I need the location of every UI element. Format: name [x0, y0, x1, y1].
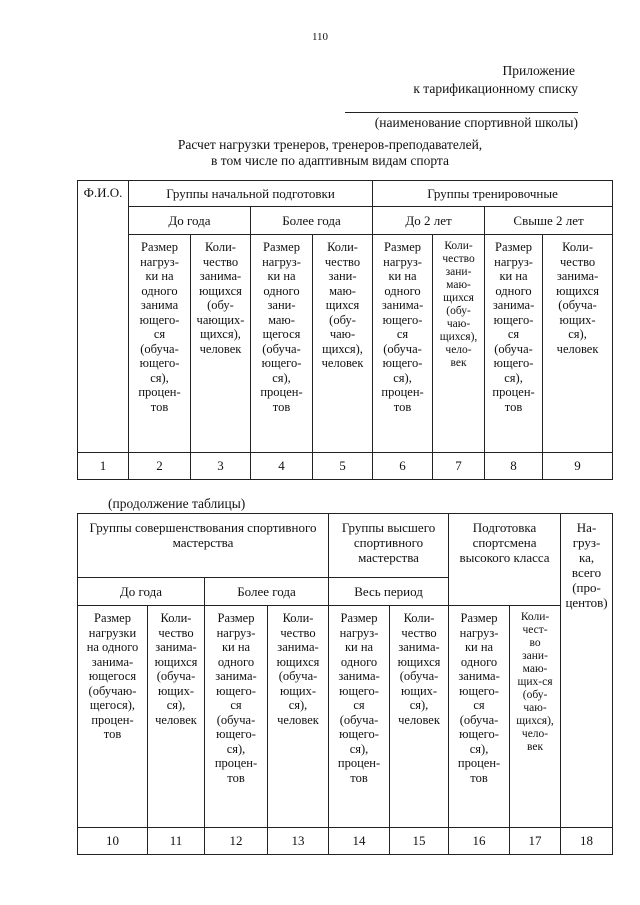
load-column-header [205, 606, 268, 828]
appendix-title: Приложение [502, 63, 575, 78]
cell-line: ся), [504, 370, 523, 385]
cell-line: занима- [215, 669, 257, 683]
load-column-header [78, 606, 148, 828]
cell-line: ющего- [382, 312, 423, 327]
cell-line: ющего- [459, 683, 499, 698]
initial-over-year-header: Более года [251, 207, 373, 235]
cell-line: ся), [288, 698, 308, 712]
cell-line: нагруз- [339, 625, 379, 640]
column-number: 13 [268, 828, 329, 855]
cell-line: занима- [492, 298, 535, 312]
cell-line: тов [350, 770, 368, 785]
cell-line: одного [263, 283, 300, 298]
improve-over-year-header: Более года [205, 578, 329, 606]
cell-line: Размер [217, 611, 255, 625]
cell-line: ющего- [339, 727, 379, 741]
cell-line: чело- [521, 728, 549, 740]
column-number: 2 [129, 453, 191, 480]
cell-line: человек [199, 341, 242, 356]
cell-line: щих-ся [517, 676, 553, 688]
column-number: 10 [78, 828, 148, 855]
cell-line: (обу- [522, 689, 548, 701]
cell-line: чество [324, 254, 361, 269]
cell-line: Размер [94, 611, 131, 625]
initial-up-to-year-header: До года [129, 207, 251, 235]
cell-line: щихся [325, 298, 360, 312]
cell-line: ся), [226, 741, 246, 756]
total-load-header [561, 514, 613, 828]
cell-line: ся), [409, 698, 429, 712]
cell-line: (обуча- [140, 341, 179, 356]
document-title [80, 137, 580, 169]
cell-line: тов [150, 399, 169, 414]
column-number: 11 [148, 828, 205, 855]
school-name-caption: (наименование спортивной школы) [374, 115, 578, 130]
load-column-header [449, 606, 510, 828]
cell-line: Коли- [403, 611, 435, 625]
initial-groups-header: Группы начальной подготовки [129, 181, 373, 207]
training-up-to-2-header: До 2 лет [373, 207, 485, 235]
cell-line: (обуча- [494, 341, 533, 356]
cell-line: зани- [445, 266, 472, 278]
load-table-part-2 [77, 513, 613, 855]
cell-line: чаю- [329, 327, 356, 341]
cell-line: (обуча- [262, 341, 301, 356]
improvement-groups-header: Группы совершенствования спортивного мастерства [78, 514, 329, 578]
cell-line: тов [504, 399, 523, 414]
cell-line: Размер [495, 240, 533, 254]
cell-line: ющего- [261, 356, 302, 370]
cell-line: чество [442, 253, 475, 265]
column-number: 18 [561, 828, 613, 855]
cell-line: занима- [155, 640, 197, 654]
cell-line: процен- [457, 756, 501, 770]
cell-line: ки на [388, 269, 417, 283]
cell-line: ющихся [154, 654, 198, 669]
cell-line: одного [141, 283, 178, 298]
cell-line: тов [103, 727, 122, 741]
cell-line: (обу- [446, 305, 471, 317]
cell-line: чество [401, 625, 437, 640]
cell-line: человек [155, 712, 197, 727]
cell-line: ющих- [559, 312, 596, 327]
cell-line: чаю- [523, 702, 547, 714]
title-line-1: Расчет нагрузки тренеров, тренеров-преподавателей, [177, 137, 483, 152]
cell-line: занима- [277, 640, 319, 654]
cell-line: процен- [260, 385, 303, 399]
cell-line: Коли- [205, 240, 236, 254]
load-column-header [191, 235, 251, 453]
cell-line: человек [398, 712, 440, 727]
cell-line: щегося [262, 327, 301, 341]
cell-line: нагруз- [383, 254, 422, 269]
cell-line: ся), [150, 370, 169, 385]
cell-line: ющего- [139, 356, 180, 370]
cell-line: занима- [338, 669, 380, 683]
cell-line: (обуча- [459, 712, 499, 727]
load-column-header [433, 235, 485, 453]
cell-line: ющего- [382, 356, 423, 370]
cell-line: человек [277, 712, 319, 727]
cell-line: щихся), [516, 715, 554, 727]
cell-line: чество [559, 254, 596, 269]
cell-line: занима- [199, 269, 242, 283]
higher-mastery-groups-header: Группы высшего спортивного мастерства [329, 514, 449, 578]
cell-line: чело- [445, 344, 472, 356]
load-column-header [543, 235, 613, 453]
page-number: 110 [311, 31, 329, 43]
cell-line: зани- [267, 298, 296, 312]
cell-line: Размер [384, 240, 422, 254]
cell-line: ся), [568, 327, 587, 341]
cell-line: ющихся [556, 283, 599, 298]
cell-line: ющих- [400, 683, 438, 698]
cell-line: Коли- [562, 240, 593, 254]
cell-line: век [450, 357, 467, 369]
cell-line: век [527, 741, 544, 753]
cell-line: маю- [329, 283, 356, 298]
school-name-line [345, 112, 578, 113]
cell-line: (обуча- [216, 712, 256, 727]
load-column-header [329, 606, 390, 828]
column-number: 16 [449, 828, 510, 855]
column-number: 15 [390, 828, 449, 855]
cell-line: Коли- [327, 240, 358, 254]
improve-up-to-year-header: До года [78, 578, 205, 606]
cell-line: одного [217, 654, 255, 669]
cell-line: ся), [166, 698, 186, 712]
cell-line: занима- [381, 298, 424, 312]
cell-line: (про- [572, 580, 601, 595]
load-column-header [485, 235, 543, 453]
cell-line: ющих- [279, 683, 317, 698]
cell-line: маю- [522, 663, 548, 675]
cell-line: (обуча- [383, 341, 422, 356]
load-column-header [510, 606, 561, 828]
cell-line: ся [507, 327, 520, 341]
cell-line: одного [340, 654, 378, 669]
cell-line: ющихся [199, 283, 242, 298]
cell-line: Коли- [282, 611, 314, 625]
cell-line: На- [576, 520, 597, 535]
cell-line: ющего- [216, 727, 256, 741]
column-number: 8 [485, 453, 543, 480]
load-column-header [129, 235, 191, 453]
cell-line: (обуча- [156, 669, 196, 683]
cell-line: Коли- [444, 240, 473, 252]
cell-line: (обу- [329, 312, 356, 327]
cell-line: (обуча- [558, 298, 597, 312]
training-groups-header: Группы тренировочные [373, 181, 613, 207]
cell-line: процен- [492, 385, 535, 399]
cell-line: занима- [556, 269, 599, 283]
column-number: 5 [313, 453, 373, 480]
load-column-header [268, 606, 329, 828]
cell-line: занима [140, 298, 179, 312]
cell-line: маю- [446, 279, 471, 291]
cell-line: нагруз- [459, 625, 499, 640]
column-number: 1 [78, 453, 129, 480]
cell-line: зани- [328, 269, 357, 283]
load-column-header [390, 606, 449, 828]
cell-line: человек [556, 341, 599, 356]
cell-line: нагруз- [216, 625, 256, 640]
cell-line: (обуча- [339, 712, 379, 727]
cell-line: нагруз- [140, 254, 179, 269]
load-column-header [373, 235, 433, 453]
cell-line: ся), [393, 370, 412, 385]
cell-line: Коли- [520, 611, 550, 623]
cell-line: ки на [267, 269, 296, 283]
cell-line: (обучаю- [88, 683, 137, 698]
cell-line: ся [396, 327, 409, 341]
cell-line: ющего- [339, 683, 379, 698]
cell-line: чаю- [446, 318, 471, 330]
higher-whole-period-header: Весь период [329, 578, 449, 606]
fio-header: Ф.И.О. [78, 181, 129, 453]
cell-line: щихся), [200, 327, 241, 341]
column-number: 6 [373, 453, 433, 480]
high-class-prep-header: Подготовка спортсмена высокого класса [449, 514, 561, 606]
cell-line: ся), [469, 741, 489, 756]
load-column-header [313, 235, 373, 453]
cell-line: ющего- [459, 727, 499, 741]
cell-line: Коли- [160, 611, 192, 625]
column-number: 12 [205, 828, 268, 855]
cell-line: тов [393, 399, 412, 414]
cell-line: занима- [91, 654, 134, 669]
cell-line: чество [158, 625, 194, 640]
cell-line: ка, [578, 550, 595, 565]
cell-line: щегося), [89, 698, 136, 712]
cell-line: нагруз- [494, 254, 533, 269]
cell-line: одного [495, 283, 532, 298]
cell-line: центов) [565, 595, 608, 610]
continuation-label: (продолжение таблицы) [108, 496, 246, 511]
cell-line: ся [353, 698, 365, 712]
cell-line: ки на [145, 269, 174, 283]
cell-line: (обуча- [278, 669, 318, 683]
load-column-header [148, 606, 205, 828]
cell-line: щихся), [439, 331, 478, 343]
cell-line: всего [571, 565, 602, 580]
column-number: 9 [543, 453, 613, 480]
cell-line: ющего- [139, 312, 180, 327]
cell-line: во [529, 637, 541, 649]
column-number: 17 [510, 828, 561, 855]
cell-line: ся [473, 698, 485, 712]
cell-line: ся [153, 327, 166, 341]
cell-line: ющего- [493, 312, 534, 327]
cell-line: занима- [458, 669, 500, 683]
cell-line: процен- [337, 756, 381, 770]
cell-line: на одного [86, 640, 139, 654]
cell-line: процен- [138, 385, 181, 399]
cell-line: (обу- [207, 298, 234, 312]
column-number: 7 [433, 453, 485, 480]
training-over-2-header: Свыше 2 лет [485, 207, 613, 235]
cell-line: маю- [268, 312, 295, 327]
cell-line: тов [470, 770, 488, 785]
cell-line: ки на [464, 640, 494, 654]
cell-line: (обуча- [399, 669, 439, 683]
cell-line: ющихся [276, 654, 320, 669]
cell-line: Размер [340, 611, 378, 625]
cell-line: Размер [263, 240, 300, 254]
cell-line: нагрузки [88, 625, 137, 640]
column-number: 4 [251, 453, 313, 480]
cell-line: человек [321, 356, 364, 370]
title-line-2: в том числе по адаптивным видам спорта [211, 153, 449, 168]
cell-line: ки на [221, 640, 251, 654]
cell-line: ки на [499, 269, 528, 283]
cell-line: груз- [572, 535, 601, 550]
cell-line: процен- [91, 712, 134, 727]
column-number: 3 [191, 453, 251, 480]
cell-line: процен- [381, 385, 424, 399]
cell-line: зани- [522, 650, 548, 662]
load-table-part-1 [77, 180, 613, 480]
cell-line: Размер [460, 611, 498, 625]
cell-line: ся), [349, 741, 369, 756]
cell-line: ющихся [397, 654, 441, 669]
cell-line: ющего- [493, 356, 534, 370]
cell-line: ющегося [88, 669, 137, 683]
cell-line: щихся [443, 292, 474, 304]
cell-line: Размер [141, 240, 178, 254]
cell-line: щихся), [322, 341, 363, 356]
cell-line: одного [460, 654, 498, 669]
cell-line: занима- [398, 640, 440, 654]
cell-line: чающих- [196, 312, 245, 327]
cell-line: ся), [272, 370, 291, 385]
cell-line: тов [227, 770, 245, 785]
cell-line: нагруз- [262, 254, 301, 269]
cell-line: ки на [344, 640, 374, 654]
cell-line: чест- [522, 624, 548, 636]
cell-line: ющего- [216, 683, 256, 698]
column-number: 14 [329, 828, 390, 855]
cell-line: ся [230, 698, 242, 712]
cell-line: тов [272, 399, 291, 414]
load-column-header [251, 235, 313, 453]
appendix-subtitle: к тарификационному списку [413, 81, 578, 96]
cell-line: одного [384, 283, 421, 298]
cell-line: чество [280, 625, 316, 640]
cell-line: чество [202, 254, 239, 269]
cell-line: ющих- [157, 683, 195, 698]
cell-line: процен- [214, 756, 258, 770]
